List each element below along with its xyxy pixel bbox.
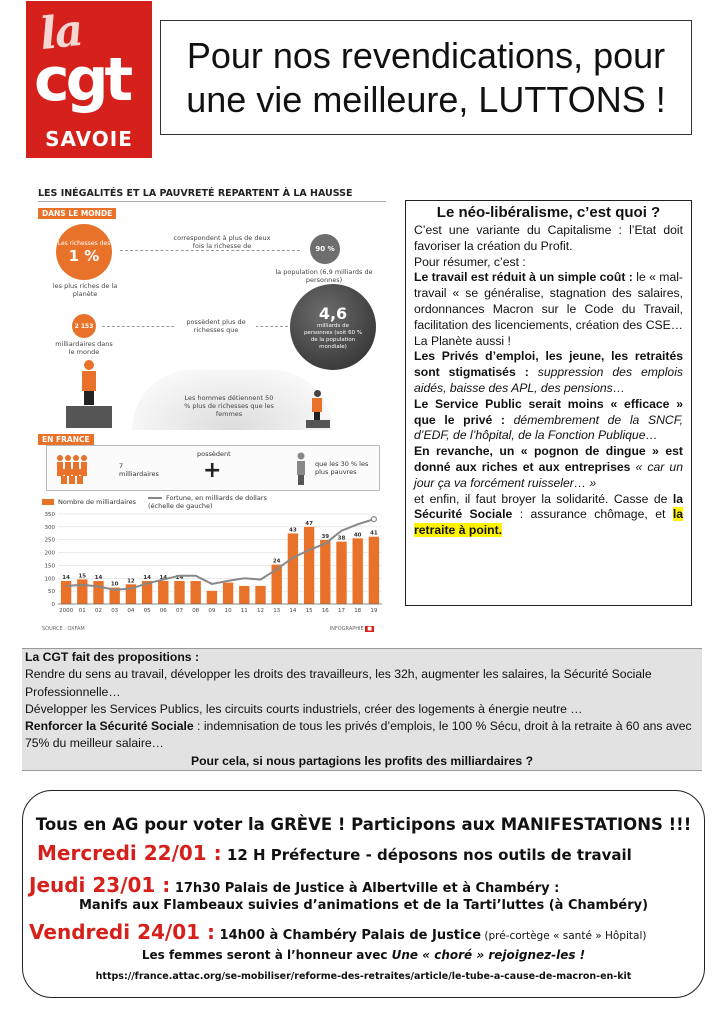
possess-more-text: possèdent plus de richesses que <box>176 318 256 334</box>
richest-pct: 1 % <box>68 246 100 265</box>
x-tick-label: 17 <box>338 608 345 614</box>
bar-01 <box>77 579 87 604</box>
population-sub: la population (6,9 milliards de personnes) <box>275 268 373 284</box>
bar-19 <box>369 537 379 604</box>
richest-circle <box>56 224 112 280</box>
props-line-2: Développer les Services Publics, les circuits courts industriels, créer des logements à énergie neutre … <box>25 701 583 716</box>
woman-pedestal <box>306 420 330 428</box>
fr-poorest: que les 30 % les plus pauvres <box>315 460 369 476</box>
y-tick-label: 300 <box>44 524 55 531</box>
bar-label: 43 <box>289 527 297 534</box>
x-tick-label: 15 <box>305 608 313 614</box>
x-tick-label: 02 <box>95 608 102 614</box>
x-tick-label: 04 <box>127 608 135 614</box>
y-tick-label: 0 <box>51 602 55 608</box>
neo-title: Le néo-libéralisme, c’est quoi ? <box>436 204 661 221</box>
x-tick-label: 2000 <box>59 608 74 614</box>
big-number: 4,6 <box>318 303 348 323</box>
bar-12 <box>255 586 265 604</box>
billionaires-sub: milliardaires dans le monde <box>55 340 113 356</box>
logo-cgt: cgt <box>34 45 130 115</box>
neo-p2: Pour résumer, c’est : <box>414 254 526 269</box>
bar-label: 14 <box>159 575 168 582</box>
x-tick-label: 11 <box>240 608 248 614</box>
bar-label: 14 <box>94 575 103 582</box>
bar-label: 10 <box>110 581 119 588</box>
x-tick-label: 10 <box>224 608 232 614</box>
man-figure <box>82 360 96 404</box>
legend-bars: Nombre de milliardaires <box>42 498 136 506</box>
bar-label: 12 <box>127 578 135 585</box>
y-tick-label: 50 <box>48 589 55 596</box>
props-line-1: Rendre du sens au travail, développer les droits des travailleurs, les 32h, augmenter les salaires, la Sécurité Sociale Professionnelle… <box>25 667 652 699</box>
y-tick-label: 250 <box>44 537 55 544</box>
billionaires-circle <box>72 314 96 338</box>
neo-p1: C’est une variante du Capitalisme : l’Etat doit favoriser la création du Profit. <box>414 223 683 253</box>
bar-label: 40 <box>353 532 362 539</box>
fr-plus: + <box>203 458 222 483</box>
billionaires-chart <box>36 508 388 626</box>
infographic-title: LES INÉGALITÉS ET LA PAUVRETÉ REPARTENT À LA HAUSSE <box>38 188 386 202</box>
props-line-3: Renforcer la Sécurité Sociale : indemnisation de tous les privés d’emplois, le 100 % Sécu, droit à la retraite à 60 ans avec 75% du meilleur salaire… <box>25 719 692 751</box>
y-tick-label: 350 <box>44 512 55 518</box>
bar-17 <box>336 542 346 604</box>
x-tick-label: 08 <box>192 608 200 614</box>
population-circle <box>310 234 340 264</box>
x-tick-label: 12 <box>257 608 264 614</box>
y-tick-label: 100 <box>44 576 55 583</box>
bar-label: 14 <box>62 575 70 582</box>
woman-figure <box>312 390 322 420</box>
bar-label: 14 <box>143 575 151 582</box>
props-closing: Pour cela, si nous partagions les profits des milliardaires ? <box>190 753 534 768</box>
x-tick-label: 18 <box>354 608 362 614</box>
arrow-1 <box>120 250 300 251</box>
fr-possess: possèdent <box>197 450 231 458</box>
bar-label: 14 <box>175 575 184 582</box>
strike-day-2-detail: Manifs aux Flambeaux suivies d’animations et de la Tarti’luttes (à Chambéry) <box>78 898 649 913</box>
chart-source: SOURCE : OXFAM <box>42 626 85 632</box>
poor-figure <box>295 452 307 486</box>
strike-day-1: Mercredi 22/01 : 12 H Préfecture - déposons nos outils de travail <box>37 841 632 865</box>
x-tick-label: 09 <box>208 608 216 614</box>
bar-08 <box>191 581 201 604</box>
x-tick-label: 06 <box>159 608 167 614</box>
population-pct: 90 % <box>315 245 335 253</box>
cgt-proposals <box>22 648 702 771</box>
logo-region: SAVOIE <box>45 127 133 151</box>
strike-box <box>22 790 705 998</box>
page-title: Pour nos revendications, pour une vie meilleure, LUTTONS ! <box>186 34 666 120</box>
bar-06 <box>158 581 168 604</box>
billionaires-count: 2 153 <box>74 322 94 330</box>
logo-la: la <box>37 4 84 61</box>
bar-11 <box>239 586 249 604</box>
france-box <box>46 445 380 491</box>
bar-label: 24 <box>272 558 281 565</box>
x-tick-label: 16 <box>321 608 329 614</box>
bar-18 <box>353 538 363 604</box>
bar-label: 41 <box>370 530 378 537</box>
bar-07 <box>174 581 184 604</box>
retraite-highlight: la retraite à point. <box>414 507 683 538</box>
fortune-point <box>371 517 376 522</box>
richest-circle-label: Les richesses des <box>57 239 111 247</box>
women-choreo: Les femmes seront à l’honneur avec Une « choré » rejoignez-les ! <box>141 948 586 962</box>
y-tick-label: 150 <box>44 563 55 570</box>
attac-link[interactable]: https://france.attac.org/se-mobiliser/reforme-des-retraites/article/le-tube-a-cause-de-macron-en-kit <box>95 971 632 982</box>
x-tick-label: 03 <box>111 608 119 614</box>
x-tick-label: 19 <box>370 608 378 614</box>
bar-16 <box>320 540 330 604</box>
props-title: La CGT fait des propositions : <box>25 650 200 664</box>
neo-p6: En revanche, un « pognon de dingue » est donné aux riches et aux entreprises « car un jour ça va forcément ruisseler… » <box>414 444 683 490</box>
fr-billionaires: 7 milliardaires <box>119 462 159 478</box>
neo-p7: et enfin, il faut broyer la solidarité. Casse de la Sécurité Sociale : assurance chômage, et la retraite à point. <box>414 491 683 538</box>
x-tick-label: 05 <box>143 608 151 614</box>
strike-day-2: Jeudi 23/01 : 17h30 Palais de Justice à Albertville et à Chambéry : <box>29 873 560 897</box>
x-tick-label: 07 <box>176 608 183 614</box>
man-pedestal <box>66 406 112 428</box>
inequality-infographic <box>36 184 388 636</box>
bar-label: 15 <box>78 573 87 580</box>
big-number-sub: milliards de personnes (soit 60 % de la population mondiale) <box>303 322 363 350</box>
neo-p5: Le Service Public serait moins « efficace » que le privé : démembrement de la SNCF, d’EDF, de l’hôpital, de la Fonction Publique… <box>414 396 683 443</box>
billionaire-figures <box>55 454 109 484</box>
strike-headline: Tous en AG pour voter la GRÈVE ! Participons aux MANIFESTATIONS !!! <box>35 815 692 834</box>
bar-label: 38 <box>337 535 346 542</box>
bar-09 <box>207 591 217 604</box>
strike-day-3: Vendredi 24/01 : 14h00 à Chambéry Palais de Justice (pré-cortège « santé » Hôpital) <box>29 920 647 944</box>
neo-p4: Les Privés d’emploi, les jeune, les retraités sont stigmatisés : suppression des emplois aidés, baisse des APL, des pensions… <box>414 349 683 395</box>
x-tick-label: 13 <box>273 608 281 614</box>
neoliberalism-box <box>405 200 692 606</box>
france-tag: EN FRANCE <box>38 434 94 445</box>
bar-10 <box>223 583 233 604</box>
men-women-text: Les hommes détiennent 50 % plus de richesses que les femmes <box>184 394 274 418</box>
legend-line: Fortune, en milliards de dollars (échelle de gauche) <box>148 494 267 510</box>
bar-label: 47 <box>305 520 313 527</box>
bar-2000 <box>61 581 71 604</box>
bar-label: 39 <box>321 533 330 540</box>
x-tick-label: 14 <box>289 608 297 614</box>
neo-p3: Le travail est réduit à un simple coût : le « mal-travail « se généralise, stagnation des salaires, ordonnances Macron sur le Code du Travail, facilitation des licenciements, création des CSE…La Planète aussi ! <box>414 270 683 348</box>
title-box <box>160 20 692 135</box>
richest-sub: les plus riches de la planète <box>52 282 118 298</box>
bar-14 <box>288 533 298 604</box>
correspond-text: correspondent à plus de deux fois la richesse de <box>173 234 271 250</box>
bar-02 <box>93 581 103 604</box>
bar-15 <box>304 527 314 604</box>
y-tick-label: 200 <box>44 550 55 557</box>
big-circle <box>290 284 376 370</box>
cgt-logo <box>26 1 152 158</box>
infographie-credit: INFOGRAPHIE ■ <box>329 626 372 632</box>
world-tag: DANS LE MONDE <box>38 208 116 219</box>
x-tick-label: 01 <box>78 608 86 614</box>
